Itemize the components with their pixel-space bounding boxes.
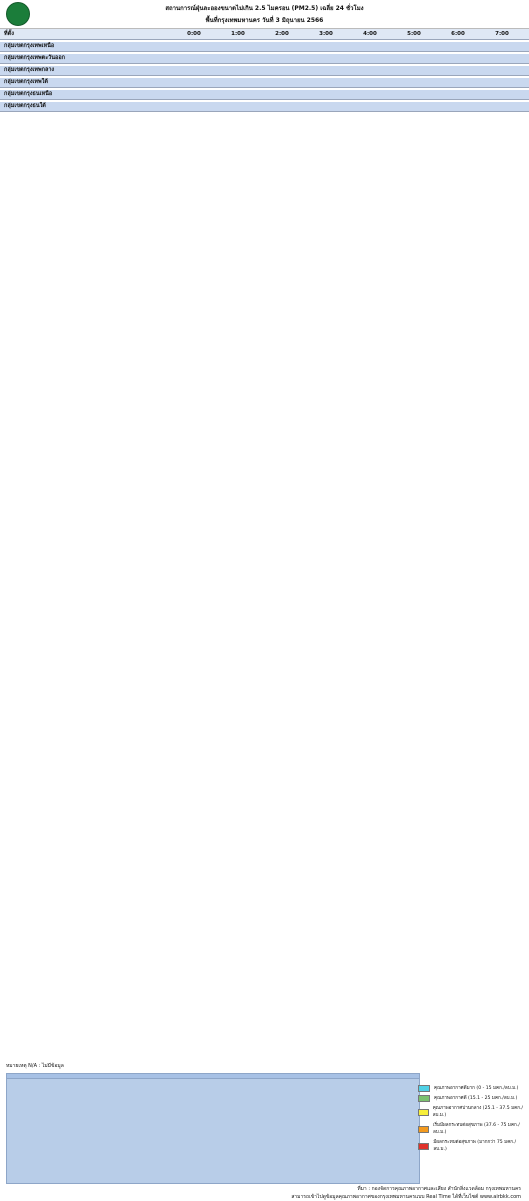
district-group-title: กลุ่มเขตกรุงเทพตะวันออก <box>0 54 529 64</box>
legend-swatch <box>418 1095 430 1102</box>
legend-label: มีผลกระทบต่อสุขภาพ (มากกว่า 75 มคก./ลบ.ม.) <box>433 1140 517 1152</box>
district-group <box>0 42 529 52</box>
district-group-title: กลุ่มเขตกรุงเทพกลาง <box>0 66 529 76</box>
hour-col-header: 5:00 <box>407 31 421 37</box>
legend-item <box>418 1105 523 1119</box>
district-group <box>0 54 529 64</box>
hour-col-header: 3:00 <box>319 31 333 37</box>
legend-label: คุณภาพอากาศดี (15.1 - 25 มคก./ลบ.ม.) <box>434 1096 518 1101</box>
summary-box <box>6 1073 420 1184</box>
hour-col-header: 2:00 <box>275 31 289 37</box>
subtitle-line: พื้นที่กรุงเทพมหานคร วันที่ 3 มิถุนายน 2566 <box>205 17 324 24</box>
credits <box>191 1185 521 1201</box>
legend-item <box>418 1085 523 1092</box>
title-line: สถานการณ์ฝุ่นละอองขนาดไม่เกิน 2.5 ไมครอน (PM2.5) เฉลี่ย 24 ชั่วโมง <box>165 5 364 12</box>
report-header <box>0 0 529 29</box>
legend-label: คุณภาพอากาศปานกลาง (25.1 - 37.5 มคก./ลบ.ม.) <box>432 1106 523 1118</box>
sections-container <box>0 42 529 112</box>
district-group <box>0 90 529 100</box>
credits-source: ที่มา : กองจัดการคุณภาพอากาศและเสียง สำนักสิ่งแวดล้อม กรุงเทพมหานคร <box>357 1186 521 1192</box>
legend-swatch <box>418 1126 429 1133</box>
legend-item <box>418 1122 523 1136</box>
legend-label: เริ่มมีผลกระทบต่อสุขภาพ (37.6 - 75 มคก./ลบ.ม.) <box>432 1123 520 1135</box>
column-header <box>0 29 529 40</box>
district-group <box>0 78 529 88</box>
hour-col-header: 1:00 <box>231 31 245 37</box>
summary-title <box>7 1074 419 1079</box>
legend-swatch <box>418 1109 429 1116</box>
district-group-title: กลุ่มเขตกรุงเทพเหนือ <box>0 42 529 52</box>
legend-label: คุณภาพอากาศดีมาก (0 - 15 มคก./ลบ.ม.) <box>434 1086 519 1091</box>
station-col-header: ที่ตั้ง <box>4 31 14 37</box>
legend <box>418 1085 523 1156</box>
district-group <box>0 66 529 76</box>
hour-col-header: 7:00 <box>495 31 509 37</box>
hour-col-header: 4:00 <box>363 31 377 37</box>
district-group-title: กลุ่มเขตกรุงธนใต้ <box>0 102 529 112</box>
legend-item <box>418 1139 523 1153</box>
district-group-title: กลุ่มเขตกรุงธนเหนือ <box>0 90 529 100</box>
na-note: หมายเหตุ N/A : ไม่มีข้อมูล <box>6 1063 64 1069</box>
district-group-title: กลุ่มเขตกรุงเทพใต้ <box>0 78 529 88</box>
hour-col-header: 0:00 <box>187 31 201 37</box>
legend-item <box>418 1095 523 1102</box>
legend-swatch <box>418 1143 429 1150</box>
legend-swatch <box>418 1085 430 1092</box>
district-group <box>0 102 529 112</box>
hour-col-header: 6:00 <box>451 31 465 37</box>
credits-website: สามารถเข้าไปดูข้อมูลคุณภาพอากาศของกรุงเทพมหานครแบบ Real Time ได้ที่เว็บไซต์ www.airbkk.com <box>291 1194 521 1200</box>
report-title <box>0 3 529 25</box>
